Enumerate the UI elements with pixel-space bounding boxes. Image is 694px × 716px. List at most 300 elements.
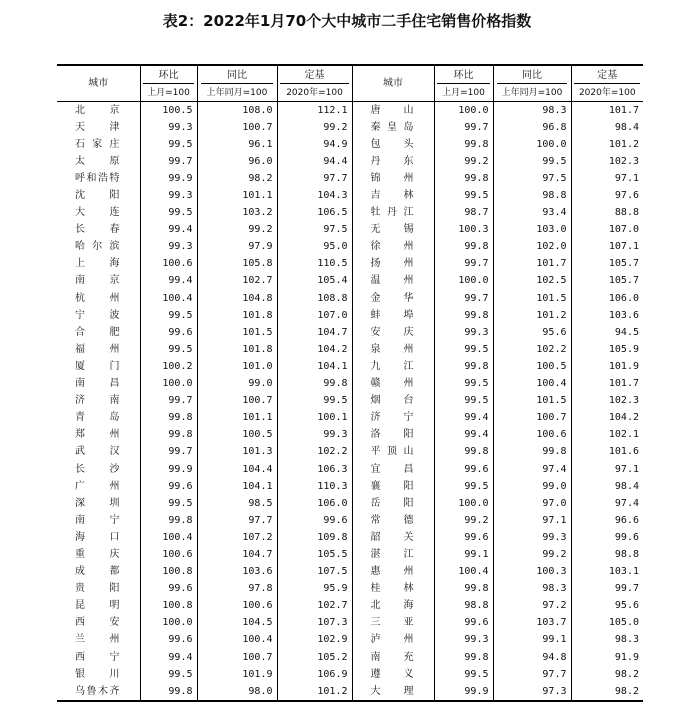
fixed-cell: 105.4: [277, 273, 352, 290]
city-cell: 昆 明: [75, 600, 120, 612]
yoy-cell: 104.4: [197, 461, 277, 478]
yoy-cell: 95.6: [493, 324, 571, 341]
yoy-cell: 100.7: [493, 410, 571, 427]
fixed-cell: 107.0: [277, 307, 352, 324]
city-cell: 无 锡: [352, 222, 434, 239]
table-row: [57, 376, 643, 393]
fixed-cell: 102.7: [277, 598, 352, 615]
mom-cell: 99.9: [140, 461, 197, 478]
fixed-cell: 107.3: [277, 615, 352, 632]
table-row: [57, 427, 643, 444]
yoy-cell: 100.7: [197, 119, 277, 136]
yoy-cell: 101.5: [197, 324, 277, 341]
yoy-cell: 100.0: [493, 136, 571, 153]
city-cell: 大 理: [352, 683, 434, 701]
city-cell: 韶 关: [352, 529, 434, 546]
mom-cell: 98.7: [434, 205, 493, 222]
fixed-cell: 105.5: [277, 546, 352, 563]
city-cell: 石家庄: [75, 138, 120, 150]
city-cell: 泉 州: [352, 341, 434, 358]
fixed-cell: 107.5: [277, 564, 352, 581]
yoy-cell: 100.4: [493, 376, 571, 393]
table-row: [57, 136, 643, 153]
yoy-cell: 99.0: [197, 376, 277, 393]
mom-cell: 100.4: [140, 529, 197, 546]
mom-cell: 99.6: [434, 615, 493, 632]
fixed-cell: 101.2: [571, 136, 643, 153]
city-header-left: 城市: [57, 65, 140, 102]
fixed-cell: 98.2: [571, 683, 643, 701]
mom-cell: 100.4: [434, 564, 493, 581]
fixed-cell: 98.4: [571, 478, 643, 495]
table-row: [57, 119, 643, 136]
fixed-cell: 101.7: [571, 102, 643, 120]
city-cell: 蚌 埠: [352, 307, 434, 324]
yoy-cell: 97.7: [493, 666, 571, 683]
yoy-cell: 101.2: [493, 307, 571, 324]
mom-cell: 100.2: [140, 358, 197, 375]
mom-header-left: 环比: [140, 65, 197, 85]
fixed-cell: 98.8: [571, 546, 643, 563]
mom-cell: 99.6: [140, 581, 197, 598]
city-cell: 唐 山: [352, 102, 434, 120]
city-cell: 南 充: [352, 649, 434, 666]
mom-cell: 99.4: [434, 427, 493, 444]
mom-cell: 99.4: [140, 222, 197, 239]
table-row: [57, 546, 643, 563]
mom-cell: 100.3: [434, 222, 493, 239]
mom-cell: 98.8: [434, 598, 493, 615]
city-cell: 哈尔滨: [75, 241, 120, 253]
table-row: [57, 358, 643, 375]
yoy-cell: 101.5: [493, 290, 571, 307]
yoy-cell: 98.5: [197, 495, 277, 512]
fixed-cell: 99.6: [277, 512, 352, 529]
city-cell: 杭 州: [75, 292, 120, 304]
yoy-cell: 100.4: [197, 632, 277, 649]
yoy-cell: 99.0: [493, 478, 571, 495]
yoy-sub-right: 上年同月=100: [493, 85, 571, 102]
yoy-cell: 99.3: [493, 529, 571, 546]
fixed-cell: 88.8: [571, 205, 643, 222]
mom-cell: 99.8: [434, 170, 493, 187]
table-row: [57, 598, 643, 615]
yoy-sub-left: 上年同月=100: [197, 85, 277, 102]
mom-cell: 99.3: [434, 324, 493, 341]
city-cell: 济 南: [75, 395, 120, 407]
mom-cell: 99.8: [434, 239, 493, 256]
city-cell: 湛 江: [352, 546, 434, 563]
fixed-cell: 99.8: [277, 376, 352, 393]
table-row: [57, 581, 643, 598]
mom-cell: 99.6: [434, 529, 493, 546]
mom-cell: 99.6: [140, 632, 197, 649]
yoy-cell: 101.0: [197, 358, 277, 375]
yoy-cell: 101.1: [197, 410, 277, 427]
city-cell: 西 宁: [75, 651, 120, 663]
city-cell: 北 京: [75, 104, 120, 116]
city-cell: 泸 州: [352, 632, 434, 649]
city-cell: 长 沙: [75, 463, 120, 475]
mom-cell: 99.6: [140, 478, 197, 495]
yoy-cell: 98.0: [197, 683, 277, 701]
fixed-cell: 100.1: [277, 410, 352, 427]
yoy-cell: 101.1: [197, 187, 277, 204]
yoy-cell: 99.1: [493, 632, 571, 649]
table-row: [57, 256, 643, 273]
city-cell: 天 津: [75, 121, 120, 133]
mom-cell: 99.5: [434, 478, 493, 495]
fixed-cell: 97.7: [277, 170, 352, 187]
yoy-cell: 97.4: [493, 461, 571, 478]
fixed-cell: 104.2: [571, 410, 643, 427]
table-row: [57, 461, 643, 478]
fixed-cell: 106.0: [277, 495, 352, 512]
city-cell: 秦皇岛: [352, 119, 434, 136]
city-cell: 海 口: [75, 531, 120, 543]
mom-cell: 99.5: [140, 495, 197, 512]
mom-cell: 99.5: [434, 376, 493, 393]
yoy-cell: 101.5: [493, 393, 571, 410]
fixed-cell: 104.2: [277, 341, 352, 358]
fixed-cell: 102.9: [277, 632, 352, 649]
mom-cell: 99.5: [140, 136, 197, 153]
city-cell: 襄 阳: [352, 478, 434, 495]
city-cell: 三 亚: [352, 615, 434, 632]
city-cell: 北 海: [352, 598, 434, 615]
mom-cell: 99.2: [434, 153, 493, 170]
city-cell: 长 春: [75, 224, 120, 236]
table-row: [57, 273, 643, 290]
yoy-cell: 100.6: [493, 427, 571, 444]
mom-cell: 99.3: [434, 632, 493, 649]
table-row: [57, 512, 643, 529]
fixed-cell: 99.2: [277, 119, 352, 136]
table-row: [57, 495, 643, 512]
mom-cell: 100.6: [140, 546, 197, 563]
yoy-header-left: 同比: [197, 65, 277, 85]
table-row: [57, 205, 643, 222]
mom-cell: 99.5: [434, 341, 493, 358]
city-cell: 温 州: [352, 273, 434, 290]
fixed-cell: 112.1: [277, 102, 352, 120]
fixed-cell: 106.9: [277, 666, 352, 683]
fixed-cell: 95.0: [277, 239, 352, 256]
yoy-cell: 102.7: [197, 273, 277, 290]
fixed-cell: 103.6: [571, 307, 643, 324]
mom-cell: 100.0: [434, 102, 493, 120]
city-cell: 宜 昌: [352, 461, 434, 478]
table-row: [57, 683, 643, 701]
yoy-cell: 108.0: [197, 102, 277, 120]
table-row: [57, 102, 643, 120]
fixed-cell: 101.9: [571, 358, 643, 375]
mom-cell: 99.4: [434, 410, 493, 427]
yoy-cell: 100.7: [197, 393, 277, 410]
table-row: [57, 444, 643, 461]
city-cell: 桂 林: [352, 581, 434, 598]
yoy-cell: 96.8: [493, 119, 571, 136]
table-row: [57, 239, 643, 256]
fixed-cell: 102.3: [571, 153, 643, 170]
fixed-cell: 102.3: [571, 393, 643, 410]
city-cell: 银 川: [75, 668, 120, 680]
table-row: [57, 666, 643, 683]
yoy-cell: 102.0: [493, 239, 571, 256]
price-index-table: [57, 64, 643, 702]
fixed-cell: 105.2: [277, 649, 352, 666]
yoy-cell: 103.0: [493, 222, 571, 239]
mom-cell: 99.5: [434, 666, 493, 683]
city-cell: 太 原: [75, 155, 120, 167]
city-cell: 烟 台: [352, 393, 434, 410]
mom-cell: 100.8: [140, 564, 197, 581]
fixed-cell: 91.9: [571, 649, 643, 666]
mom-cell: 99.8: [434, 358, 493, 375]
yoy-cell: 97.2: [493, 598, 571, 615]
city-cell: 安 庆: [352, 324, 434, 341]
yoy-cell: 100.7: [197, 649, 277, 666]
yoy-cell: 104.5: [197, 615, 277, 632]
mom-cell: 99.5: [140, 666, 197, 683]
city-cell: 宁 波: [75, 309, 120, 321]
city-cell: 福 州: [75, 343, 120, 355]
mom-sub-right: 上月=100: [434, 85, 493, 102]
yoy-cell: 99.2: [197, 222, 277, 239]
mom-cell: 99.5: [140, 307, 197, 324]
city-cell: 郑 州: [75, 429, 120, 441]
mom-cell: 99.8: [140, 512, 197, 529]
city-cell: 厦 门: [75, 360, 120, 372]
mom-cell: 99.7: [140, 153, 197, 170]
mom-cell: 99.2: [434, 512, 493, 529]
city-cell: 遵 义: [352, 666, 434, 683]
fixed-cell: 97.5: [277, 222, 352, 239]
mom-cell: 100.0: [434, 273, 493, 290]
yoy-cell: 97.0: [493, 495, 571, 512]
table-row: [57, 324, 643, 341]
mom-cell: 99.4: [140, 273, 197, 290]
fixed-cell: 104.1: [277, 358, 352, 375]
yoy-cell: 97.9: [197, 239, 277, 256]
fixed-cell: 110.3: [277, 478, 352, 495]
mom-cell: 99.9: [434, 683, 493, 701]
city-cell: 广 州: [75, 480, 120, 492]
yoy-cell: 104.8: [197, 290, 277, 307]
fixed-header-left: 定基: [277, 65, 352, 85]
mom-cell: 99.3: [140, 187, 197, 204]
fixed-cell: 97.6: [571, 187, 643, 204]
mom-cell: 99.3: [140, 119, 197, 136]
fixed-cell: 94.5: [571, 324, 643, 341]
fixed-cell: 97.1: [571, 170, 643, 187]
city-cell: 济 宁: [352, 410, 434, 427]
mom-cell: 99.7: [140, 444, 197, 461]
city-cell: 常 德: [352, 512, 434, 529]
yoy-cell: 103.6: [197, 564, 277, 581]
mom-cell: 99.5: [434, 393, 493, 410]
mom-cell: 99.1: [434, 546, 493, 563]
table-row: [57, 170, 643, 187]
yoy-cell: 98.8: [493, 187, 571, 204]
fixed-cell: 99.5: [277, 393, 352, 410]
table-row: [57, 290, 643, 307]
fixed-cell: 103.1: [571, 564, 643, 581]
fixed-cell: 98.2: [571, 666, 643, 683]
city-cell: 西 安: [75, 617, 120, 629]
table-row: [57, 410, 643, 427]
table-row: [57, 153, 643, 170]
city-cell: 牡丹江: [352, 205, 434, 222]
city-cell: 徐 州: [352, 239, 434, 256]
yoy-cell: 99.2: [493, 546, 571, 563]
yoy-cell: 101.9: [197, 666, 277, 683]
city-cell: 丹 东: [352, 153, 434, 170]
city-cell: 大 连: [75, 207, 120, 219]
yoy-cell: 102.2: [493, 341, 571, 358]
yoy-cell: 93.4: [493, 205, 571, 222]
mom-cell: 100.0: [434, 495, 493, 512]
mom-cell: 100.0: [140, 376, 197, 393]
fixed-cell: 108.8: [277, 290, 352, 307]
city-header-right: 城市: [352, 65, 434, 102]
city-cell: 南 昌: [75, 378, 120, 390]
city-cell: 呼和浩特: [75, 172, 120, 184]
table-row: [57, 307, 643, 324]
city-cell: 南 宁: [75, 514, 120, 526]
fixed-cell: 105.7: [571, 256, 643, 273]
fixed-cell: 102.1: [571, 427, 643, 444]
table-row: [57, 478, 643, 495]
yoy-cell: 101.7: [493, 256, 571, 273]
mom-cell: 99.8: [140, 427, 197, 444]
mom-cell: 100.8: [140, 598, 197, 615]
yoy-cell: 99.8: [493, 444, 571, 461]
fixed-cell: 97.1: [571, 461, 643, 478]
fixed-cell: 106.5: [277, 205, 352, 222]
mom-cell: 100.5: [140, 102, 197, 120]
yoy-cell: 97.8: [197, 581, 277, 598]
table-row: [57, 649, 643, 666]
fixed-cell: 99.7: [571, 581, 643, 598]
fixed-cell: 106.3: [277, 461, 352, 478]
mom-cell: 99.6: [140, 324, 197, 341]
fixed-cell: 94.9: [277, 136, 352, 153]
city-cell: 锦 州: [352, 170, 434, 187]
fixed-cell: 105.9: [571, 341, 643, 358]
mom-cell: 100.0: [140, 615, 197, 632]
mom-cell: 99.5: [140, 341, 197, 358]
yoy-cell: 100.5: [493, 358, 571, 375]
mom-cell: 99.8: [140, 683, 197, 701]
mom-cell: 99.8: [434, 444, 493, 461]
yoy-cell: 97.1: [493, 512, 571, 529]
yoy-cell: 97.3: [493, 683, 571, 701]
table-row: [57, 529, 643, 546]
fixed-cell: 106.0: [571, 290, 643, 307]
city-cell: 扬 州: [352, 256, 434, 273]
mom-cell: 99.7: [140, 393, 197, 410]
city-cell: 包 头: [352, 136, 434, 153]
mom-cell: 99.8: [434, 581, 493, 598]
fixed-cell: 97.4: [571, 495, 643, 512]
city-cell: 吉 林: [352, 187, 434, 204]
yoy-cell: 104.7: [197, 546, 277, 563]
city-cell: 赣 州: [352, 376, 434, 393]
table-row: [57, 632, 643, 649]
fixed-cell: 101.7: [571, 376, 643, 393]
yoy-cell: 103.7: [493, 615, 571, 632]
yoy-cell: 100.6: [197, 598, 277, 615]
mom-cell: 99.8: [434, 307, 493, 324]
fixed-cell: 104.3: [277, 187, 352, 204]
fixed-cell: 96.6: [571, 512, 643, 529]
fixed-cell: 105.7: [571, 273, 643, 290]
fixed-cell: 101.2: [277, 683, 352, 701]
city-cell: 贵 阳: [75, 583, 120, 595]
city-cell: 上 海: [75, 258, 120, 270]
fixed-cell: 102.2: [277, 444, 352, 461]
yoy-cell: 100.3: [493, 564, 571, 581]
yoy-cell: 99.5: [493, 153, 571, 170]
yoy-cell: 107.2: [197, 529, 277, 546]
table-title: 表2：2022年1月70个大中城市二手住宅销售价格指数: [162, 12, 532, 30]
fixed-cell: 94.4: [277, 153, 352, 170]
city-cell: 深 圳: [75, 497, 120, 509]
fixed-header-right: 定基: [571, 65, 643, 85]
fixed-cell: 109.8: [277, 529, 352, 546]
city-cell: 乌鲁木齐: [57, 683, 140, 701]
mom-cell: 100.6: [140, 256, 197, 273]
fixed-sub-left: 2020年=100: [277, 85, 352, 102]
fixed-cell: 98.4: [571, 119, 643, 136]
yoy-cell: 104.1: [197, 478, 277, 495]
fixed-cell: 99.6: [571, 529, 643, 546]
yoy-header-right: 同比: [493, 65, 571, 85]
city-cell: 成 都: [75, 566, 120, 578]
yoy-cell: 102.5: [493, 273, 571, 290]
fixed-cell: 110.5: [277, 256, 352, 273]
city-cell: 沈 阳: [75, 190, 120, 202]
fixed-cell: 101.6: [571, 444, 643, 461]
table-row: [57, 187, 643, 204]
yoy-cell: 101.8: [197, 307, 277, 324]
city-cell: 九 江: [352, 358, 434, 375]
yoy-cell: 96.0: [197, 153, 277, 170]
mom-header-right: 环比: [434, 65, 493, 85]
yoy-cell: 97.7: [197, 512, 277, 529]
mom-cell: 99.9: [140, 170, 197, 187]
city-cell: 洛 阳: [352, 427, 434, 444]
yoy-cell: 101.3: [197, 444, 277, 461]
fixed-cell: 99.3: [277, 427, 352, 444]
yoy-cell: 96.1: [197, 136, 277, 153]
mom-cell: 99.7: [434, 290, 493, 307]
mom-cell: 100.4: [140, 290, 197, 307]
city-cell: 兰 州: [75, 634, 120, 646]
table-row: [57, 615, 643, 632]
fixed-sub-right: 2020年=100: [571, 85, 643, 102]
mom-cell: 99.7: [434, 119, 493, 136]
mom-cell: 99.8: [434, 649, 493, 666]
yoy-cell: 100.5: [197, 427, 277, 444]
mom-cell: 99.3: [140, 239, 197, 256]
yoy-cell: 98.3: [493, 102, 571, 120]
city-cell: 重 庆: [75, 548, 120, 560]
yoy-cell: 97.5: [493, 170, 571, 187]
yoy-cell: 101.8: [197, 341, 277, 358]
mom-cell: 99.4: [140, 649, 197, 666]
